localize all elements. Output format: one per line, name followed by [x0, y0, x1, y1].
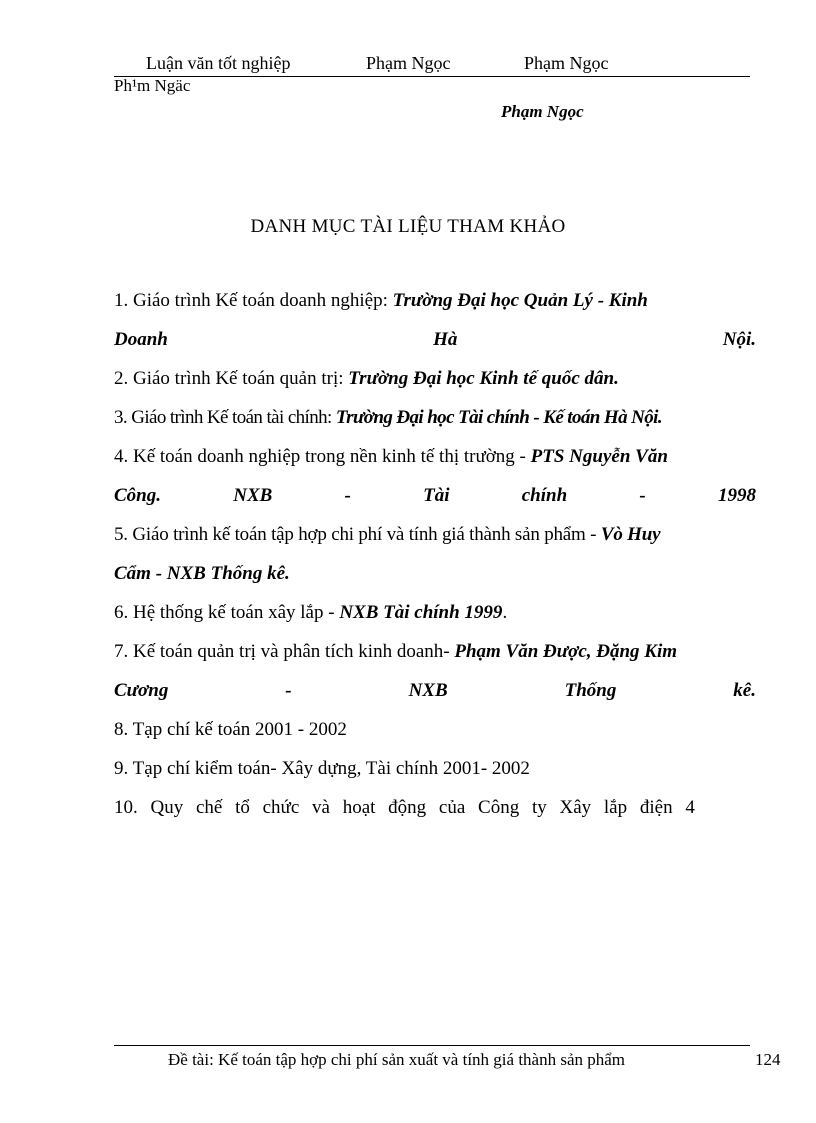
header-left: Luận văn tốt nghiệp — [146, 53, 291, 73]
page-number: 124 — [755, 1050, 781, 1069]
footer-rule — [114, 1045, 750, 1046]
reference-5-text: 5. Giáo trình kế toán tập hợp chi phí và tính giá thành sản phẩm - — [114, 524, 601, 545]
reference-3-text: 3. Giáo trình Kế toán tài chính: — [114, 407, 336, 428]
reference-1-continuation — [114, 329, 756, 351]
word: kê. — [733, 680, 756, 701]
reference-7-text: 7. Kế toán quản trị và phân tích kinh doanh- — [114, 641, 455, 662]
header-middle: Phạm Ngọc — [366, 53, 451, 73]
reference-2-text: 2. Giáo trình Kế toán quản trị: — [114, 368, 349, 389]
reference-6-text: 6. Hệ thống kế toán xây lắp - — [114, 602, 340, 623]
reference-2 — [114, 368, 756, 390]
reference-1-source: Trường Đại học Quản Lý - Kinh — [392, 290, 648, 311]
word: Doanh — [114, 329, 168, 350]
header-rule — [114, 76, 750, 77]
reference-6-tail: . — [502, 602, 508, 623]
reference-7-continuation — [114, 680, 756, 702]
word: NXB — [233, 485, 273, 506]
reference-5-continuation: Cẩm - NXB Thống kê. — [114, 563, 290, 584]
reference-3 — [114, 407, 756, 429]
word: Cương — [114, 680, 169, 701]
word: Thống — [564, 680, 617, 701]
header-right: Phạm Ngọc — [524, 53, 609, 73]
word: Nội. — [722, 329, 756, 350]
page-title: DANH MỤC TÀI LIỆU THAM KHẢO — [250, 216, 566, 237]
word: - — [285, 680, 292, 701]
word: Công. — [114, 485, 161, 506]
reference-5-source: Vò Huy — [600, 524, 661, 545]
reference-3-source: Trường Đại học Tài chính - Kế toán Hà Nội. — [335, 407, 662, 428]
reference-7-source: Phạm Văn Được, Đặng Kim — [454, 641, 678, 662]
reference-4-text: 4. Kế toán doanh nghiệp trong nền kinh tế thị trường - — [114, 446, 531, 467]
word: NXB — [408, 680, 448, 701]
reference-5 — [114, 524, 756, 546]
reference-9: 9. Tạp chí kiểm toán- Xây dựng, Tài chính 2001- 2002 — [114, 758, 530, 779]
reference-2-source: Trường Đại học Kinh tế quốc dân. — [348, 368, 619, 389]
word: - — [344, 485, 351, 506]
reference-8: 8. Tạp chí kế toán 2001 - 2002 — [114, 719, 347, 740]
reference-4-continuation — [114, 485, 756, 507]
footer-topic: Đề tài: Kế toán tập hợp chi phí sản xuất và tính giá thành sản phẩm — [168, 1050, 626, 1069]
header-garbled-author: Ph¹m Ngäc — [114, 76, 191, 95]
word: - — [639, 485, 646, 506]
reference-1 — [114, 290, 756, 312]
word: chính — [521, 485, 568, 506]
word: Hà — [433, 329, 458, 350]
reference-7 — [114, 641, 756, 663]
reference-4-source: PTS Nguyễn Văn — [530, 446, 668, 467]
reference-6-source: NXB Tài chính 1999 — [339, 602, 503, 623]
word: Tài — [423, 485, 450, 506]
author-name: Phạm Ngọc — [501, 102, 584, 121]
reference-10: 10. Quy chế tổ chức và hoạt động của Công ty Xây lắp điện 4 — [114, 797, 695, 818]
word: 1998 — [717, 485, 756, 506]
reference-6 — [114, 602, 756, 624]
reference-4 — [114, 446, 756, 468]
reference-1-text: 1. Giáo trình Kế toán doanh nghiệp: — [114, 290, 393, 311]
